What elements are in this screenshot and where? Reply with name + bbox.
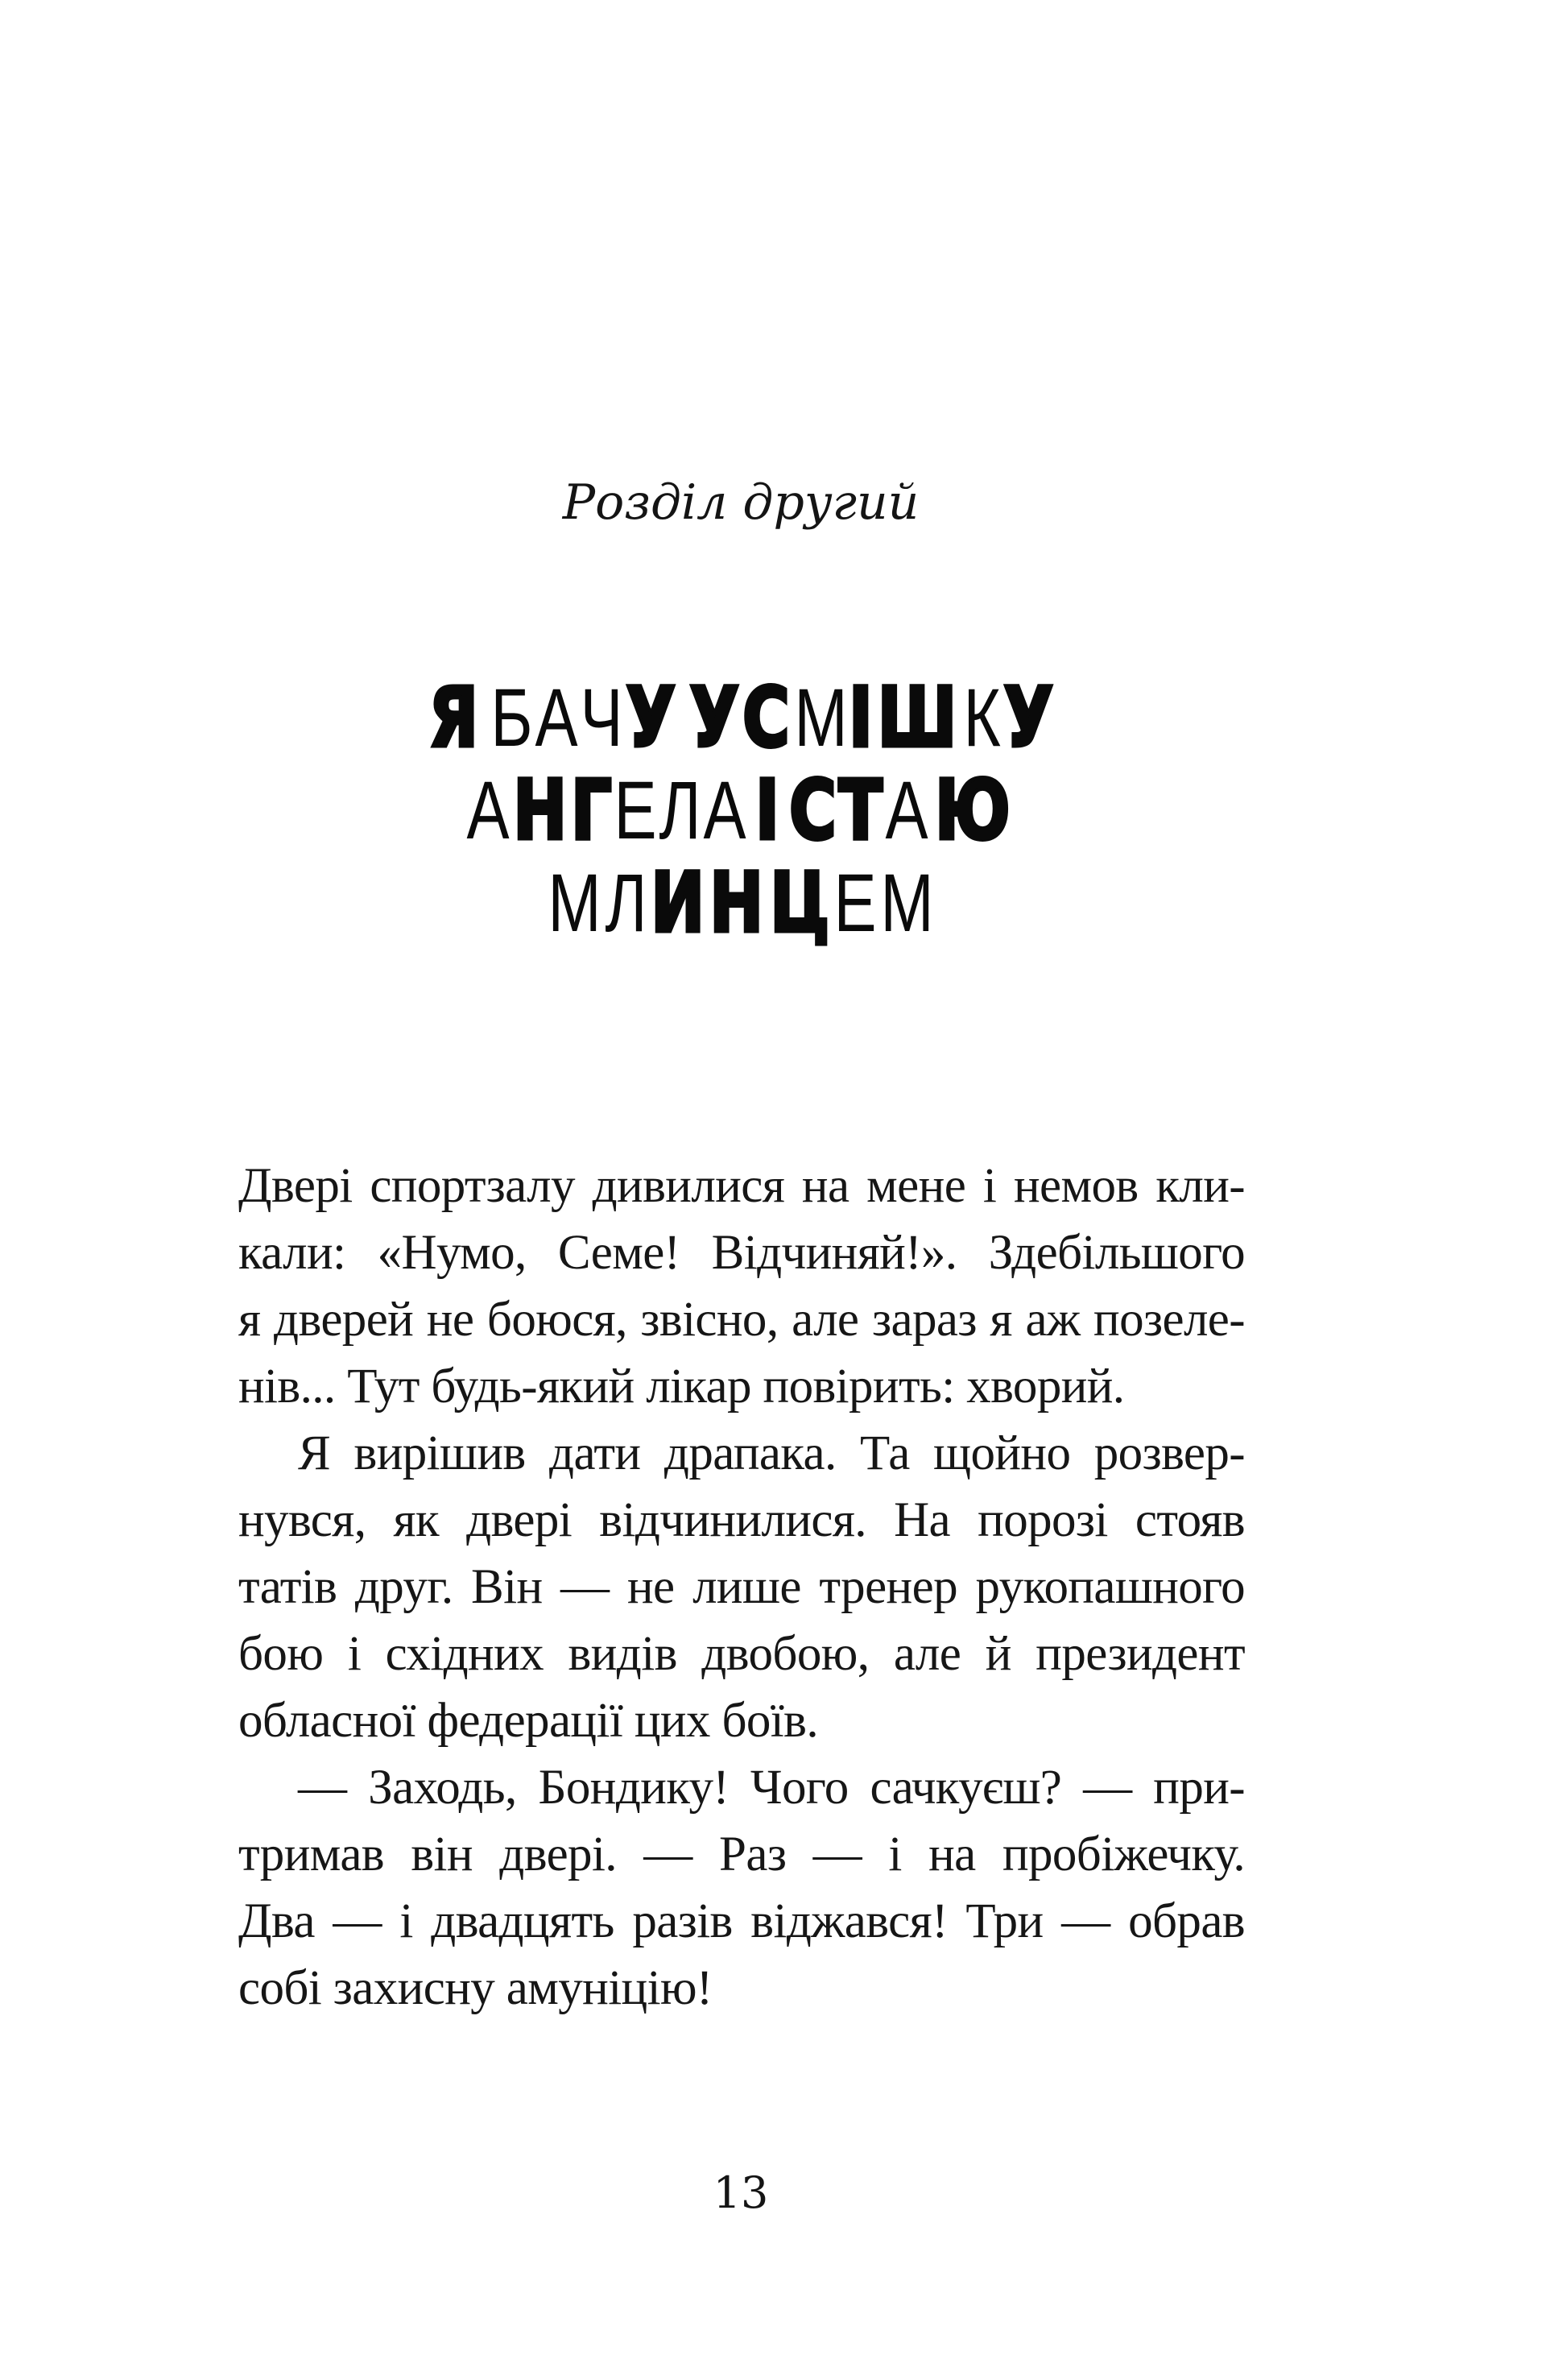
title-letter: А bbox=[703, 764, 746, 856]
text-line: нувся, як двері відчинилися. На порозі стояв bbox=[238, 1493, 1245, 1547]
title-letter: Б bbox=[490, 672, 533, 764]
chapter-title-line-2 bbox=[0, 764, 1482, 857]
text-line: — Заходь, Бондику! Чого сачкуєш? — при- bbox=[298, 1761, 1245, 1815]
chapter-title bbox=[0, 672, 1482, 950]
text-line: бою і східних видів двобою, але й президент bbox=[238, 1627, 1245, 1681]
title-letter: Ч bbox=[580, 672, 623, 764]
text-line: собі захисну амуніцію! bbox=[238, 1961, 713, 2015]
page-number: 13 bbox=[713, 2167, 769, 2218]
title-letter: К bbox=[963, 672, 1002, 764]
title-letter: М bbox=[794, 672, 848, 764]
text-line: обласної федерації цих боїв. bbox=[238, 1694, 818, 1748]
text-line: я дверей не боюся, звісно, але зараз я аж позеле- bbox=[238, 1293, 1245, 1347]
title-letter: Н bbox=[709, 855, 764, 951]
title-letter: І bbox=[849, 670, 874, 766]
title-space bbox=[775, 764, 790, 857]
text-line: кали: «Нумо, Семе! Відчиняй!». Здебільшого bbox=[238, 1226, 1245, 1280]
paragraph-2 bbox=[238, 1420, 1245, 1754]
title-letter: М bbox=[548, 857, 601, 949]
text-line: тримав він двері. — Раз — і на пробіжечку. bbox=[238, 1827, 1245, 1881]
title-space bbox=[675, 672, 690, 764]
paragraph-1 bbox=[238, 1153, 1245, 1420]
title-letter: Е bbox=[614, 764, 657, 856]
title-letter: М bbox=[880, 857, 934, 949]
title-letter: А bbox=[466, 764, 510, 856]
title-letter: С bbox=[788, 763, 837, 859]
text-line: Два — і двадцять разів віджався! Три — обрав bbox=[238, 1894, 1245, 1948]
title-letter: У bbox=[626, 670, 676, 766]
title-letter: Е bbox=[833, 857, 877, 949]
text-line: татів друг. Він — не лише тренер рукопашного bbox=[238, 1560, 1245, 1614]
chapter-label: Розділ другий bbox=[562, 474, 920, 531]
title-letter: А bbox=[535, 672, 578, 764]
title-letter: Л bbox=[605, 857, 647, 949]
title-letter: Г bbox=[570, 763, 612, 859]
title-letter: У bbox=[689, 670, 739, 766]
title-letter: С bbox=[742, 670, 791, 766]
title-letter: Т bbox=[839, 763, 883, 859]
text-line: нів... Тут будь-який лікар повірить: хворий. bbox=[238, 1360, 1125, 1414]
title-letter: А bbox=[885, 764, 928, 856]
title-letter: У bbox=[1003, 670, 1053, 766]
title-letter: І bbox=[754, 763, 779, 859]
text-line: Двері спортзалу дивилися на мене і немов кли- bbox=[238, 1159, 1245, 1213]
paragraph-3 bbox=[238, 1754, 1245, 2022]
title-letter: Л bbox=[659, 764, 701, 856]
title-letter: Н bbox=[513, 763, 568, 859]
chapter-title-line-3 bbox=[0, 857, 1482, 950]
chapter-title-line-1 bbox=[0, 672, 1482, 764]
title-letter: Ю bbox=[935, 763, 1011, 859]
title-letter: Ш bbox=[878, 670, 957, 766]
title-letter: Я bbox=[428, 670, 478, 766]
body-text bbox=[238, 1153, 1245, 2022]
text-line: Я вирішив дати драпака. Та щойно розвер- bbox=[298, 1426, 1245, 1480]
title-letter: И bbox=[651, 855, 705, 951]
title-letter: Ц bbox=[769, 855, 829, 951]
